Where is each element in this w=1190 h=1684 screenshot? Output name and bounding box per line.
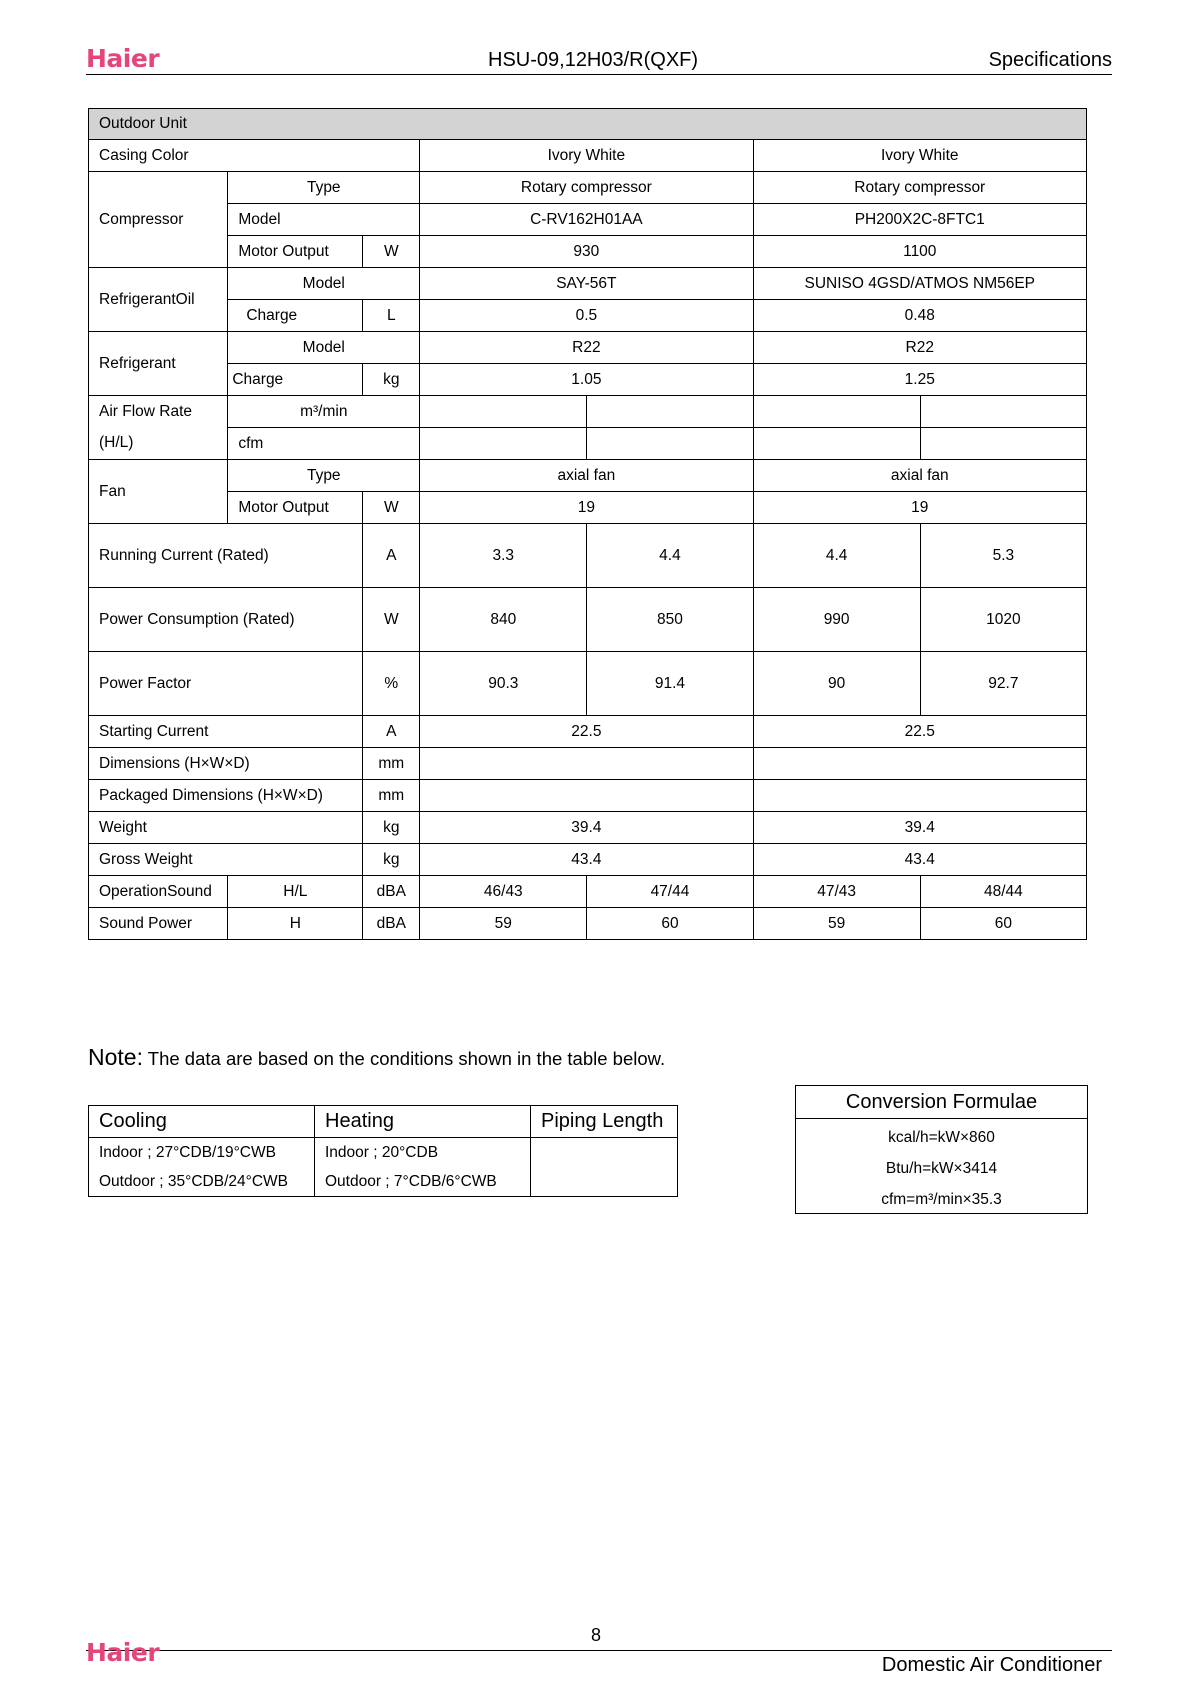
value-cell: R22 (420, 332, 753, 364)
value-cell: 4.4 (587, 524, 753, 588)
formula-btu: Btu/h=kW×3414 (885, 1160, 998, 1177)
value-cell: 1.25 (753, 364, 1086, 396)
row-label: Refrigerant (89, 332, 228, 396)
conversion-title: Conversion Formulae (796, 1086, 1087, 1119)
unit-cell: m³/min (228, 396, 420, 428)
value-cell: 19 (753, 492, 1086, 524)
section-header: Outdoor Unit (89, 109, 1087, 140)
value-cell (587, 428, 753, 460)
cooling-header: Cooling (89, 1106, 315, 1138)
value-cell (920, 396, 1086, 428)
value-cell: 43.4 (753, 844, 1086, 876)
table-row (89, 140, 1087, 172)
value-cell: 46/43 (420, 876, 587, 908)
value-cell: 90 (753, 652, 920, 716)
unit-cell: W (363, 236, 420, 268)
table-row (89, 812, 1087, 844)
value-cell: 930 (420, 236, 753, 268)
table-row (89, 908, 1087, 940)
mode-cell: H (228, 908, 363, 940)
value-cell (420, 396, 587, 428)
table-row (89, 300, 1087, 332)
table-row (89, 364, 1087, 396)
value-cell: 22.5 (753, 716, 1086, 748)
table-row (89, 172, 1087, 204)
note-text: The data are based on the conditions shown in the table below. (142, 1048, 666, 1069)
value-cell: 48/44 (920, 876, 1086, 908)
row-label: Air Flow Rate (89, 396, 228, 428)
unit-cell: mm (363, 780, 420, 812)
sub-label: Motor Output (228, 492, 363, 524)
product-line: Domestic Air Conditioner (881, 1654, 1102, 1676)
value-cell: 91.4 (587, 652, 753, 716)
value-cell: 1.05 (420, 364, 753, 396)
value-cell (420, 780, 753, 812)
table-row (89, 236, 1087, 268)
unit-cell: L (363, 300, 420, 332)
table-row (89, 780, 1087, 812)
note (88, 1044, 665, 1071)
value-cell: 840 (420, 588, 587, 652)
unit-cell: kg (363, 844, 420, 876)
value-cell: 92.7 (920, 652, 1086, 716)
row-label: Gross Weight (89, 844, 363, 876)
value-cell: 850 (587, 588, 753, 652)
value-cell: 990 (753, 588, 920, 652)
haier-logo: Haier (86, 44, 160, 73)
haier-logo: Haier (86, 1638, 160, 1667)
heating-indoor: Indoor ; 20°CDB (315, 1138, 531, 1168)
value-cell: 90.3 (420, 652, 587, 716)
value-cell: 0.5 (420, 300, 753, 332)
value-cell: PH200X2C-8FTC1 (753, 204, 1086, 236)
table-row (89, 652, 1087, 716)
row-label: OperationSound (89, 876, 228, 908)
value-cell: 3.3 (420, 524, 587, 588)
row-label: Running Current (Rated) (89, 524, 363, 588)
value-cell (920, 428, 1086, 460)
value-cell: axial fan (420, 460, 753, 492)
test-conditions-table (88, 1105, 678, 1197)
value-cell: Ivory White (420, 140, 753, 172)
value-cell (753, 780, 1086, 812)
formula-cfm: cfm=m³/min×35.3 (881, 1191, 1002, 1208)
conversion-formulae-box (795, 1085, 1088, 1214)
row-label: Power Factor (89, 652, 363, 716)
value-cell: Ivory White (753, 140, 1086, 172)
unit-cell: kg (363, 364, 420, 396)
unit-cell: W (363, 588, 420, 652)
table-row (89, 268, 1087, 300)
unit-cell: A (363, 524, 420, 588)
heating-outdoor: Outdoor ; 7°CDB/6°CWB (315, 1167, 531, 1197)
mode-cell: H/L (228, 876, 363, 908)
heating-header: Heating (315, 1106, 531, 1138)
row-label: RefrigerantOil (89, 268, 228, 332)
row-label: Casing Color (89, 140, 420, 172)
table-row (89, 492, 1087, 524)
value-cell: 39.4 (753, 812, 1086, 844)
table-row (89, 332, 1087, 364)
value-cell (420, 748, 753, 780)
value-cell: SAY-56T (420, 268, 753, 300)
table-row (89, 396, 1087, 428)
unit-cell: dBA (363, 908, 420, 940)
value-cell (753, 748, 1086, 780)
header-rule (86, 74, 1112, 75)
value-cell: 39.4 (420, 812, 753, 844)
value-cell: Rotary compressor (420, 172, 753, 204)
row-label: Compressor (89, 172, 228, 268)
value-cell (587, 396, 753, 428)
value-cell (753, 396, 920, 428)
sub-label: Type (228, 172, 420, 204)
table-row (89, 524, 1087, 588)
value-cell: SUNISO 4GSD/ATMOS NM56EP (753, 268, 1086, 300)
value-cell: 19 (420, 492, 753, 524)
value-cell: 4.4 (753, 524, 920, 588)
value-cell: 5.3 (920, 524, 1086, 588)
sub-label: Model (228, 268, 420, 300)
outdoor-unit-spec-table (88, 108, 1087, 940)
value-cell: 59 (420, 908, 587, 940)
unit-cell: A (363, 716, 420, 748)
table-row (89, 460, 1087, 492)
row-label: Dimensions (H×W×D) (89, 748, 363, 780)
value-cell (753, 428, 920, 460)
value-cell: 59 (753, 908, 920, 940)
sub-label: Motor Output (228, 236, 363, 268)
unit-cell: W (363, 492, 420, 524)
table-row (89, 716, 1087, 748)
value-cell: 60 (920, 908, 1086, 940)
section-title: Specifications (988, 49, 1112, 71)
value-cell: axial fan (753, 460, 1086, 492)
table-row (89, 876, 1087, 908)
row-label: Packaged Dimensions (H×W×D) (89, 780, 363, 812)
sub-label: Type (228, 460, 420, 492)
row-label: Weight (89, 812, 363, 844)
unit-cell: cfm (228, 428, 420, 460)
unit-cell: % (363, 652, 420, 716)
footer-rule (86, 1650, 1112, 1651)
table-row (89, 588, 1087, 652)
unit-cell: kg (363, 812, 420, 844)
value-cell: 47/44 (587, 876, 753, 908)
row-label: Starting Current (89, 716, 363, 748)
value-cell: 1100 (753, 236, 1086, 268)
note-label: Note: (88, 1044, 143, 1070)
value-cell: R22 (753, 332, 1086, 364)
sub-label: Charge (228, 364, 363, 396)
value-cell (420, 428, 587, 460)
value-cell: 0.48 (753, 300, 1086, 332)
cooling-outdoor: Outdoor ; 35°CDB/24°CWB (89, 1167, 315, 1197)
cooling-indoor: Indoor ; 27°CDB/19°CWB (89, 1138, 315, 1168)
value-cell: 47/43 (753, 876, 920, 908)
document-model: HSU-09,12H03/R(QXF) (488, 49, 699, 71)
page-number: 8 (591, 1625, 602, 1645)
table-row (89, 204, 1087, 236)
value-cell: 1020 (920, 588, 1086, 652)
table-row (89, 748, 1087, 780)
formula-kcal: kcal/h=kW×860 (888, 1129, 995, 1146)
value-cell: 22.5 (420, 716, 753, 748)
table-row (89, 844, 1087, 876)
row-label: (H/L) (89, 428, 228, 460)
sub-label: Model (228, 204, 420, 236)
value-cell: Rotary compressor (753, 172, 1086, 204)
table-row (89, 428, 1087, 460)
row-label: Sound Power (89, 908, 228, 940)
sub-label: Charge (228, 300, 363, 332)
row-label: Power Consumption (Rated) (89, 588, 363, 652)
piping-length-value (531, 1138, 678, 1197)
row-label: Fan (89, 460, 228, 524)
piping-length-header: Piping Length (531, 1106, 678, 1138)
unit-cell: dBA (363, 876, 420, 908)
value-cell: 43.4 (420, 844, 753, 876)
unit-cell: mm (363, 748, 420, 780)
value-cell: C-RV162H01AA (420, 204, 753, 236)
sub-label: Model (228, 332, 420, 364)
value-cell: 60 (587, 908, 753, 940)
